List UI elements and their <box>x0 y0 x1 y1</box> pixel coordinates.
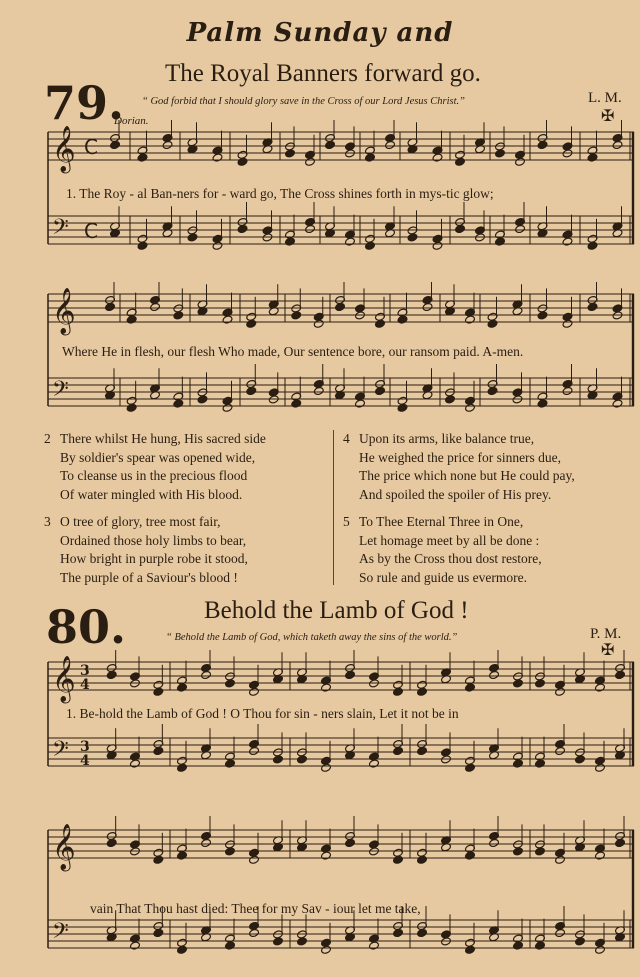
verse-number: 3 <box>44 514 51 529</box>
hymn-number: 79. <box>44 76 125 130</box>
mode-label: Dorian. <box>114 115 149 127</box>
cross-mark-icon: ✠ <box>601 108 615 125</box>
verse-4 <box>343 430 575 502</box>
svg-text:3: 3 <box>80 739 90 755</box>
verse-5 <box>343 513 542 585</box>
verse-number: 4 <box>343 431 350 446</box>
hymn-epigraph: “ God forbid that I should glory save in the Cross of our Lord Jesus Christ.” <box>142 96 465 107</box>
verse-line: How bright in purple robe it stood, <box>60 551 248 566</box>
verse-number: 2 <box>44 431 51 446</box>
hymn-title: Behold the Lamb of God ! <box>204 597 469 624</box>
music-system-4 <box>40 810 640 977</box>
verse-line: Of water mingled with His blood. <box>60 486 243 502</box>
lyrics-line-2: vain That Thou hast died: Thee for my Sav - iour let me take, <box>90 901 421 916</box>
lyrics-line-1: 1. Be-hold the Lamb of God ! O Thou for sin - ners slain, Let it not be in <box>66 706 459 721</box>
svg-text:4: 4 <box>80 677 90 693</box>
verse-line: Let homage meet by all be done : <box>359 532 540 548</box>
verse-line: And spoiled the spoiler of His prey. <box>359 486 552 502</box>
svg-text:𝄞: 𝄞 <box>52 126 76 172</box>
verse-line: Ordained those holy limbs to bear, <box>60 532 247 548</box>
svg-text:𝄞: 𝄞 <box>52 656 76 702</box>
verse-line: Upon its arms, like balance true, <box>359 431 535 446</box>
verse-line: The purple of a Saviour's blood ! <box>60 569 238 585</box>
verse-line: So rule and guide us evermore. <box>359 569 527 585</box>
svg-text:𝄢: 𝄢 <box>52 737 69 767</box>
hymn-title: The Royal Banners forward go. <box>165 60 481 87</box>
svg-text:C: C <box>84 219 98 243</box>
hymn-epigraph: “ Behold the Lamb of God, which taketh away the sins of the world.” <box>166 632 458 643</box>
svg-text:C: C <box>84 135 98 159</box>
lyrics-line-1: 1. The Roy - al Ban-ners for - ward go, The Cross shines forth in mys-tic glow; <box>66 186 494 201</box>
svg-text:𝄢: 𝄢 <box>52 377 69 407</box>
verse-line: As by the Cross thou dost restore, <box>359 551 542 566</box>
verse-line: There whilst He hung, His sacred side <box>60 431 266 446</box>
verse-2 <box>44 430 266 502</box>
page-header: Palm Sunday and <box>186 18 454 48</box>
hymn-number: 80. <box>46 600 127 654</box>
verse-divider <box>333 430 334 585</box>
verse-line: To Thee Eternal Three in One, <box>359 514 524 529</box>
verse-line: O tree of glory, tree most fair, <box>60 514 221 529</box>
svg-text:𝄞: 𝄞 <box>52 824 76 870</box>
verse-line: The price which none but He could pay, <box>359 468 575 483</box>
cross-mark-icon: ✠ <box>601 642 615 659</box>
verse-line: He weighed the price for sinners due, <box>359 449 562 465</box>
svg-text:𝄞: 𝄞 <box>52 288 76 334</box>
verse-line: By soldier's spear was opened wide, <box>60 449 256 465</box>
hymn-meter: P. M. <box>590 626 622 642</box>
svg-text:3: 3 <box>80 663 90 679</box>
verse-line: To cleanse us in the precious flood <box>60 468 248 483</box>
lyrics-line-2: Where He in flesh, our flesh Who made, Our sentence bore, our ransom paid. A-men. <box>62 344 524 359</box>
svg-text:𝄢: 𝄢 <box>52 215 69 245</box>
verse-number: 5 <box>343 514 350 529</box>
hymn-meter: L. M. <box>588 90 622 106</box>
verse-3 <box>44 513 248 585</box>
svg-text:4: 4 <box>80 753 90 769</box>
svg-text:𝄢: 𝄢 <box>52 919 69 949</box>
